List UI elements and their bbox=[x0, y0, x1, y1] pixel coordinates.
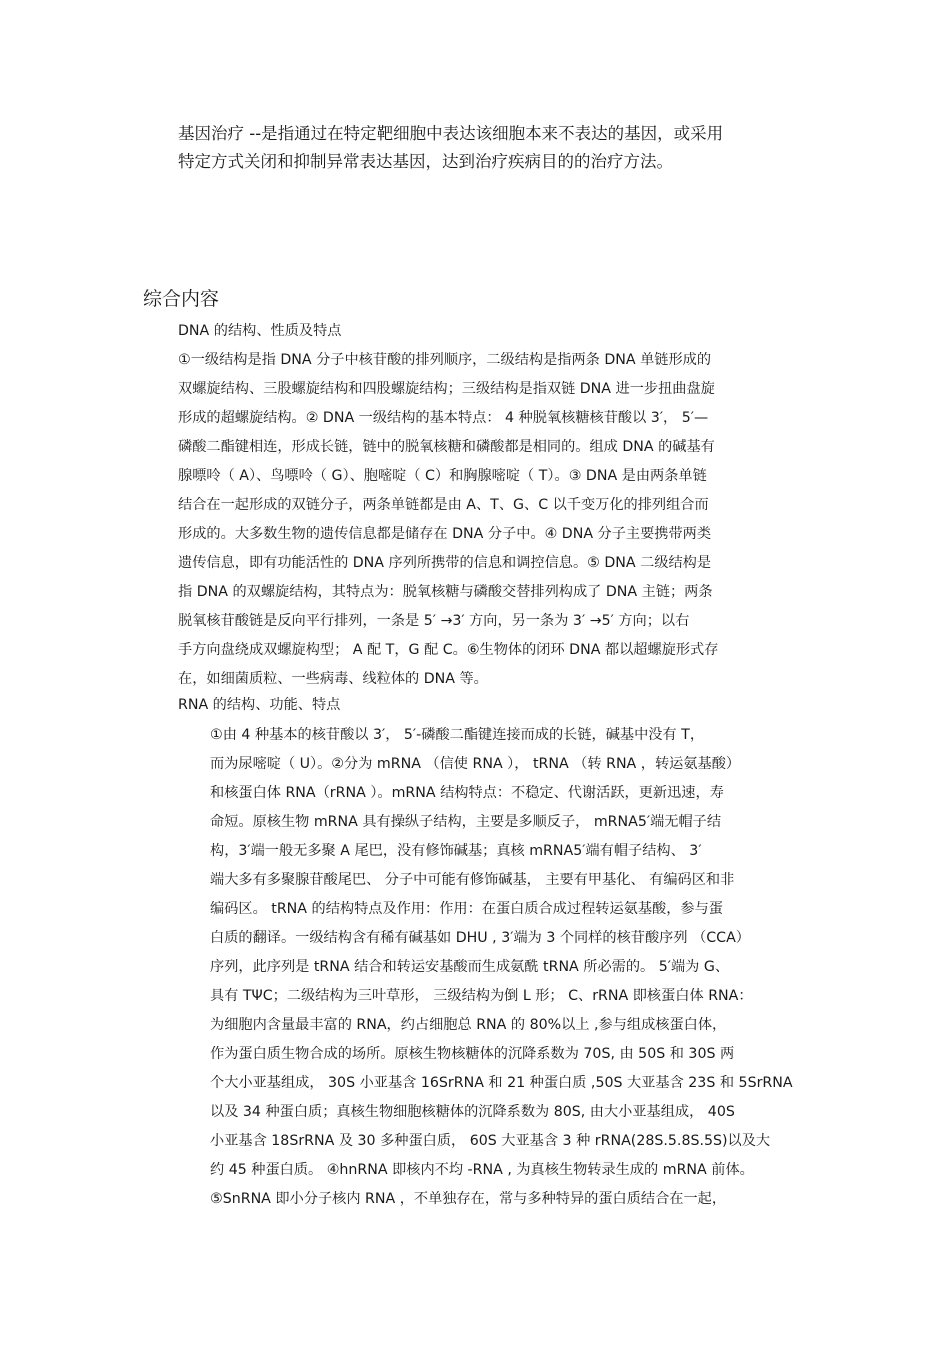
rna-line: 以及 34 种蛋白质；真核生物细胞核糖体的沉降系数为 80S, 由大小亚基组成， 40S bbox=[210, 1104, 735, 1120]
rna-line: 为细胞内含量最丰富的 RNA，约占细胞总 RNA 的 80%以上 ,参与组成核蛋白体， bbox=[210, 1017, 727, 1033]
dna-line: 手方向盘绕成双螺旋构型； A 配 T，G 配 C。⑥生物体的闭环 DNA 都以超螺旋形式存 bbox=[178, 642, 719, 658]
rna-line: 白质的翻译。一级结构含有稀有碱基如 DHU , 3′端为 3 个同样的核苷酸序列 （CCA） bbox=[210, 930, 750, 946]
dna-line: 脱氧核苷酸链是反向平行排列，一条是 5′ →3′ 方向，另一条为 3′ →5′ 方向；以右 bbox=[178, 613, 690, 629]
rna-line: 个大小亚基组成， 30S 小亚基含 16SrRNA 和 21 种蛋白质 ,50S 大亚基含 23S 和 5SrRNA bbox=[210, 1075, 793, 1091]
dna-line: 双螺旋结构、三股螺旋结构和四股螺旋结构；三级结构是指双链 DNA 进一步扭曲盘旋 bbox=[178, 381, 715, 397]
rna-line: 作为蛋白质生物合成的场所。原核生物核糖体的沉降系数为 70S, 由 50S 和 30S 两 bbox=[210, 1046, 735, 1062]
dna-line: 在，如细菌质粒、一些病毒、线粒体的 DNA 等。 bbox=[178, 671, 488, 687]
rna-line: 约 45 种蛋白质。 ④hnRNA 即核内不均 -RNA , 为真核生物转录生成的 mRNA 前体。 bbox=[210, 1162, 754, 1178]
dna-paragraph bbox=[178, 346, 818, 694]
dna-line: ①一级结构是指 DNA 分子中核苷酸的排列顺序，二级结构是指两条 DNA 单链形成的 bbox=[178, 352, 712, 368]
dna-line: 形成的。大多数生物的遗传信息都是储存在 DNA 分子中。④ DNA 分子主要携带两类 bbox=[178, 526, 712, 542]
dna-line: 指 DNA 的双螺旋结构，其特点为：脱氧核糖与磷酸交替排列构成了 DNA 主链；两条 bbox=[178, 584, 713, 600]
rna-line: 序列，此序列是 tRNA 结合和转运安基酸而生成氨酰 tRNA 所必需的。 5′端为 G、 bbox=[210, 959, 730, 975]
rna-line: 命短。原核生物 mRNA 具有操纵子结构，主要是多顺反子， mRNA5′端无帽子结 bbox=[210, 814, 722, 830]
intro-line: 特定方式关闭和抑制异常表达基因，达到治疗疾病目的的治疗方法。 bbox=[178, 152, 673, 171]
rna-paragraph bbox=[210, 721, 830, 1214]
dna-line: 结合在一起形成的双链分子，两条单链都是由 A、T、G、C 以千变万化的排列组合而 bbox=[178, 497, 709, 513]
rna-line: 而为尿嘧啶（ U）。②分为 mRNA （信使 RNA ）， tRNA （转 RNA ，转运氨基酸） bbox=[210, 756, 741, 772]
intro-line: 基因治疗 --是指通过在特定靶细胞中表达该细胞本来不表达的基因，或采用 bbox=[178, 124, 724, 143]
intro-paragraph bbox=[178, 120, 818, 176]
dna-line: 磷酸二酯键相连，形成长链，链中的脱氧核糖和磷酸都是相同的。组成 DNA 的碱基有 bbox=[178, 439, 715, 455]
dna-heading: DNA 的结构、性质及特点 bbox=[178, 323, 342, 339]
rna-line: 编码区。 tRNA 的结构特点及作用：作用：在蛋白质合成过程转运氨基酸，参与蛋 bbox=[210, 901, 723, 917]
rna-heading: RNA 的结构、功能、特点 bbox=[178, 697, 341, 713]
dna-line: 形成的超螺旋结构。② DNA 一级结构的基本特点： 4 种脱氧核糖核苷酸以 3′， 5′— bbox=[178, 410, 709, 426]
rna-line: 构，3′端一般无多聚 A 尾巴，没有修饰碱基；真核 mRNA5′端有帽子结构、 3′ bbox=[210, 843, 702, 859]
rna-line: ①由 4 种基本的核苷酸以 3′， 5′-磷酸二酯键连接而成的长链，碱基中没有 T， bbox=[210, 727, 705, 743]
dna-line: 遗传信息，即有功能活性的 DNA 序列所携带的信息和调控信息。⑤ DNA 二级结构是 bbox=[178, 555, 712, 571]
rna-line: 和核蛋白体 RNA（rRNA ）。mRNA 结构特点：不稳定、代谢活跃，更新迅速，寿 bbox=[210, 785, 724, 801]
rna-line: 端大多有多聚腺苷酸尾巴、 分子中可能有修饰碱基， 主要有甲基化、 有编码区和非 bbox=[210, 872, 735, 888]
rna-line: 小亚基含 18SrRNA 及 30 多种蛋白质， 60S 大亚基含 3 种 rRNA(28S.5.8S.5S)以及大 bbox=[210, 1133, 771, 1149]
rna-line: ⑤SnRNA 即小分子核内 RNA ，不单独存在，常与多种特异的蛋白质结合在一起， bbox=[210, 1191, 727, 1207]
rna-line: 具有 TΨC；二级结构为三叶草形， 三级结构为倒 L 形； C、rRNA 即核蛋白体 RNA： bbox=[210, 988, 753, 1004]
section-title: 综合内容 bbox=[143, 288, 220, 310]
dna-line: 腺嘌呤（ A）、鸟嘌呤（ G）、胞嘧啶（ C）和胸腺嘧啶（ T）。③ DNA 是由两条单链 bbox=[178, 468, 707, 484]
